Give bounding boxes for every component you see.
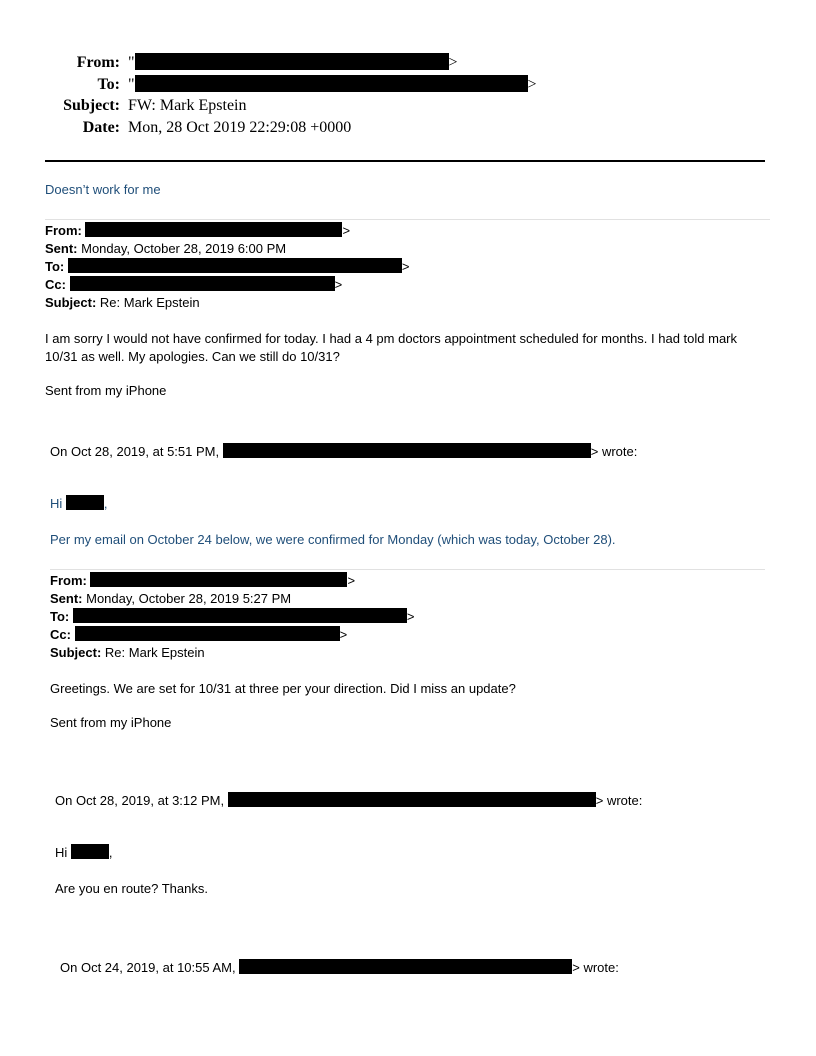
header-from-row [0,53,458,72]
msg1-sent-value: Monday, October 28, 2019 6:00 PM [81,241,287,256]
header-date-label: Date: [82,119,120,136]
msg2-from-row: From: > [50,573,356,588]
header-to-row [0,75,537,94]
message-divider [45,219,770,220]
header-from-value: " > [128,54,458,71]
msg1-subject-value: Re: Mark Epstein [99,295,200,310]
redaction-bar [239,959,572,974]
header-to-value: " > [128,76,537,93]
quote1-attribution: On Oct 28, 2019, at 5:51 PM, > wrote: [50,444,638,459]
quote2-body: Are you en route? Thanks. [55,881,208,896]
msg1-signature: Sent from my iPhone [45,383,167,398]
msg2-body: Greetings. We are set for 10/31 at three per your direction. Did I miss an update? [50,681,516,696]
redaction-bar [223,443,591,458]
header-date-row [0,119,351,137]
redaction-bar [135,75,528,92]
msg1-cc-label: Cc: [45,277,66,292]
msg2-sent-row [50,590,291,608]
msg2-signature: Sent from my iPhone [50,715,172,730]
reply-text: Doesn’t work for me [45,182,161,197]
redaction-bar [228,792,596,807]
msg2-subject-row [50,644,205,662]
redaction-bar [71,844,109,859]
quote3-attribution: On Oct 24, 2019, at 10:55 AM, > wrote: [60,960,619,975]
header-subject-row [0,97,247,115]
msg2-to-label: To: [50,609,70,624]
msg1-from-row: From: > [45,223,351,238]
msg1-sent-label: Sent: [45,241,78,256]
msg2-cc-row: Cc: > [50,627,348,642]
quote2-attribution: On Oct 28, 2019, at 3:12 PM, > wrote: [55,793,643,808]
redaction-bar [135,53,449,70]
redaction-bar [73,608,407,623]
quote1-greeting: Hi , [50,496,108,511]
header-to-label: To: [97,76,120,93]
redaction-bar [85,222,342,237]
header-subject-value: FW: Mark Epstein [128,97,247,114]
quote2-greeting: Hi , [55,845,113,860]
msg1-from-label: From: [45,223,82,238]
header-from-label: From: [76,54,120,71]
redaction-bar [66,495,104,510]
msg2-subject-label: Subject: [50,645,102,660]
msg1-body: I am sorry I would not have confirmed for today. I had a 4 pm doctors appointment scheduled for months. I had told mark 10/31 as well. My apologies. Can we still do 10/31? [45,331,738,364]
msg2-cc-label: Cc: [50,627,71,642]
redaction-bar [75,626,340,641]
quote1-body: Per my email on October 24 below, we were confirmed for Monday (which was today, October 28). [50,532,616,547]
msg2-from-label: From: [50,573,87,588]
msg1-subject-label: Subject: [45,295,97,310]
msg2-sent-label: Sent: [50,591,83,606]
msg2-sent-value: Monday, October 28, 2019 5:27 PM [86,591,292,606]
redaction-bar [90,572,347,587]
header-date-value: Mon, 28 Oct 2019 22:29:08 +0000 [128,119,352,136]
msg1-to-label: To: [45,259,65,274]
msg2-to-row: To: > [50,609,415,624]
redaction-bar [70,276,335,291]
redaction-bar [68,258,402,273]
msg1-subject-row [45,294,200,312]
message-divider [50,569,765,570]
msg1-to-row: To: > [45,259,410,274]
msg1-cc-row: Cc: > [45,277,343,292]
header-divider [45,160,765,162]
msg1-sent-row [45,240,286,258]
header-subject-label: Subject: [63,97,120,114]
msg2-subject-value: Re: Mark Epstein [104,645,205,660]
